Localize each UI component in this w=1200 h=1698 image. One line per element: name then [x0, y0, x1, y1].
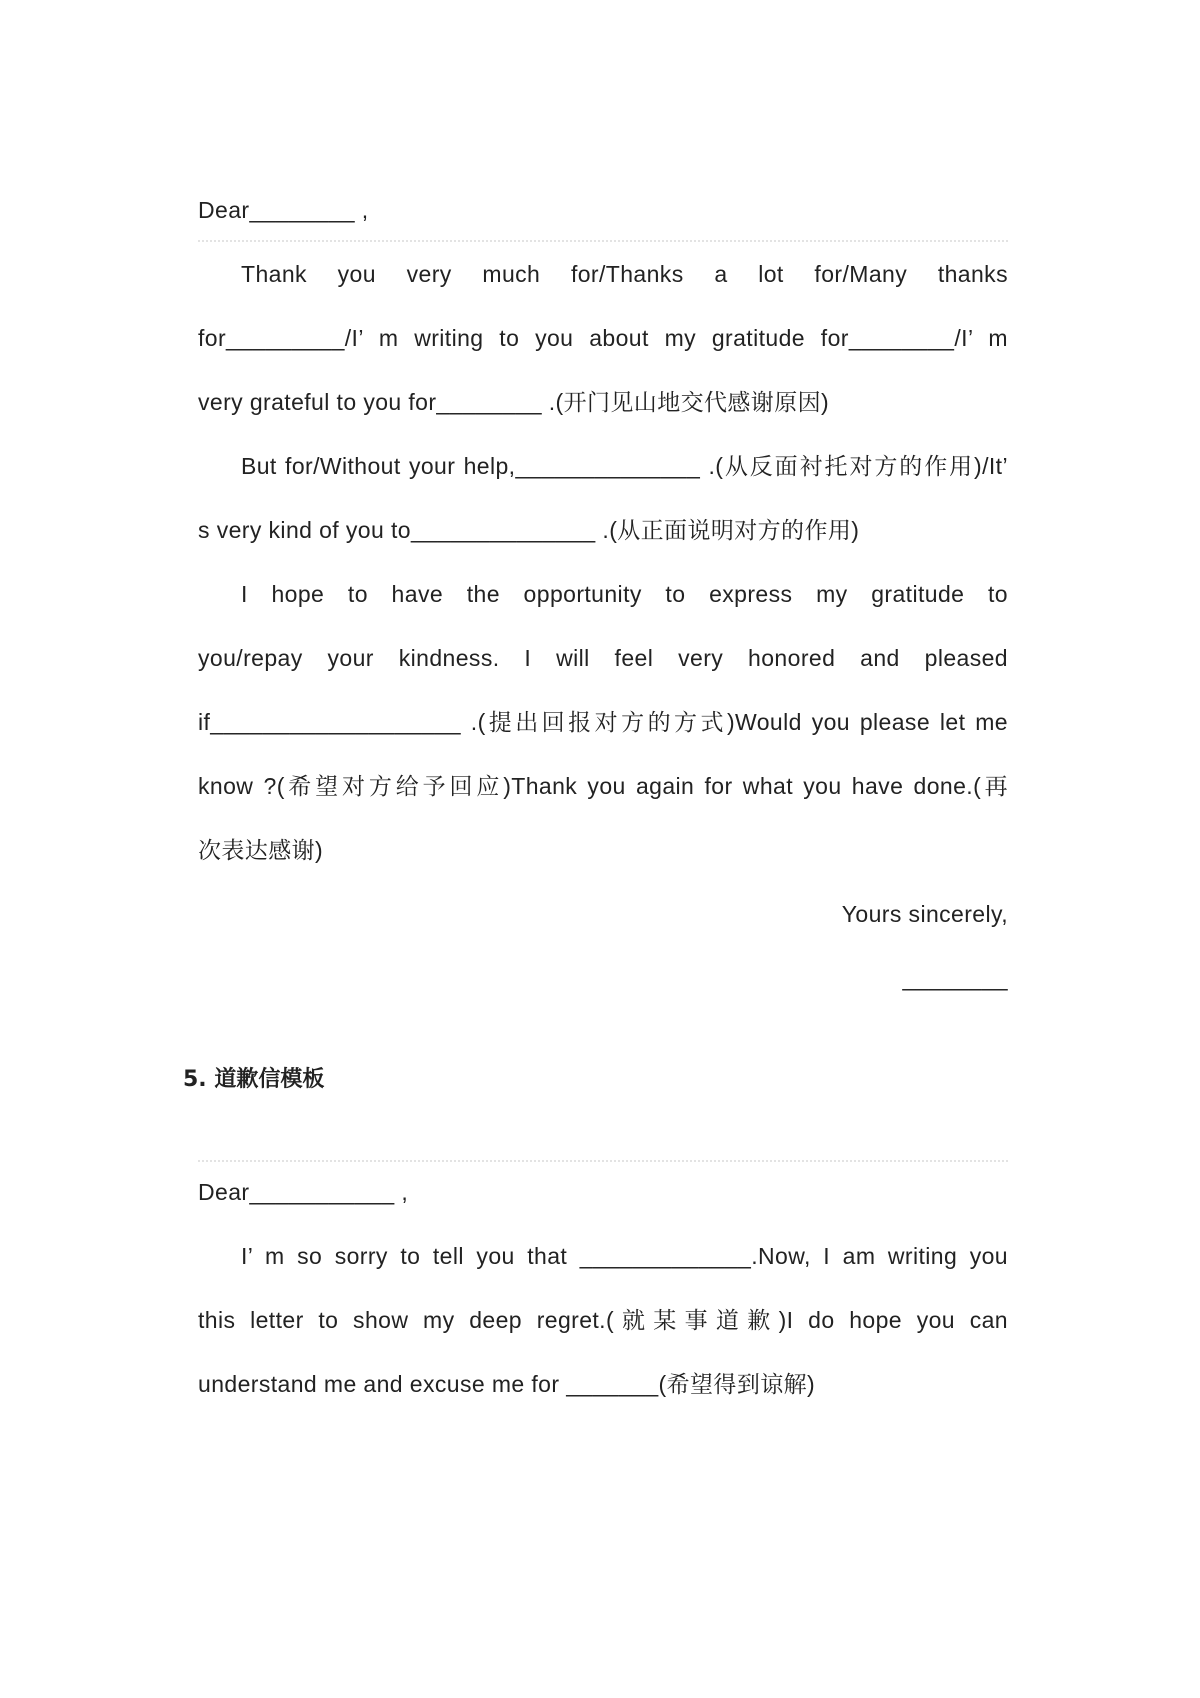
letter-signature: ________ — [902, 965, 1008, 991]
letter-line: for_________/I’ m writing to you about my gratitude for________/I’ m — [198, 325, 1008, 351]
letter-line: understand me and excuse me for _______(希望得到谅解) — [198, 1371, 816, 1397]
letter-line: I’ m so sorry to tell you that _____________.Now, I am writing you — [241, 1243, 1008, 1269]
dotted-separator — [198, 1160, 1008, 1162]
letter-greeting: Dear________ , — [198, 197, 369, 223]
section-heading: 5. 道歉信模板 — [183, 1067, 325, 1092]
letter-line: I hope to have the opportunity to express my gratitude to — [241, 581, 1008, 607]
letter-closing: Yours sincerely, — [841, 901, 1008, 927]
letter-line: know ?(希望对方给予回应)Thank you again for what you have done.(再 — [198, 773, 1008, 799]
letter-line: you/repay your kindness. I will feel very honored and pleased — [198, 645, 1008, 671]
letter-line: s very kind of you to______________ .(从正面说明对方的作用) — [198, 517, 860, 543]
letter-line: this letter to show my deep regret.(就某事道歉)I do hope you can — [198, 1307, 1008, 1333]
letter-line: But for/Without your help,______________ .(从反面衬托对方的作用)/It’ — [241, 453, 1008, 479]
letter-line: Thank you very much for/Thanks a lot for/Many thanks — [241, 261, 1008, 287]
dotted-separator — [198, 240, 1008, 242]
letter-line: very grateful to you for________ .(开门见山地交代感谢原因) — [198, 389, 830, 415]
letter-greeting: Dear___________ , — [198, 1179, 409, 1205]
letter-line: 次表达感谢) — [198, 837, 324, 863]
letter-line: if___________________ .(提出回报对方的方式)Would you please let me — [198, 709, 1008, 735]
